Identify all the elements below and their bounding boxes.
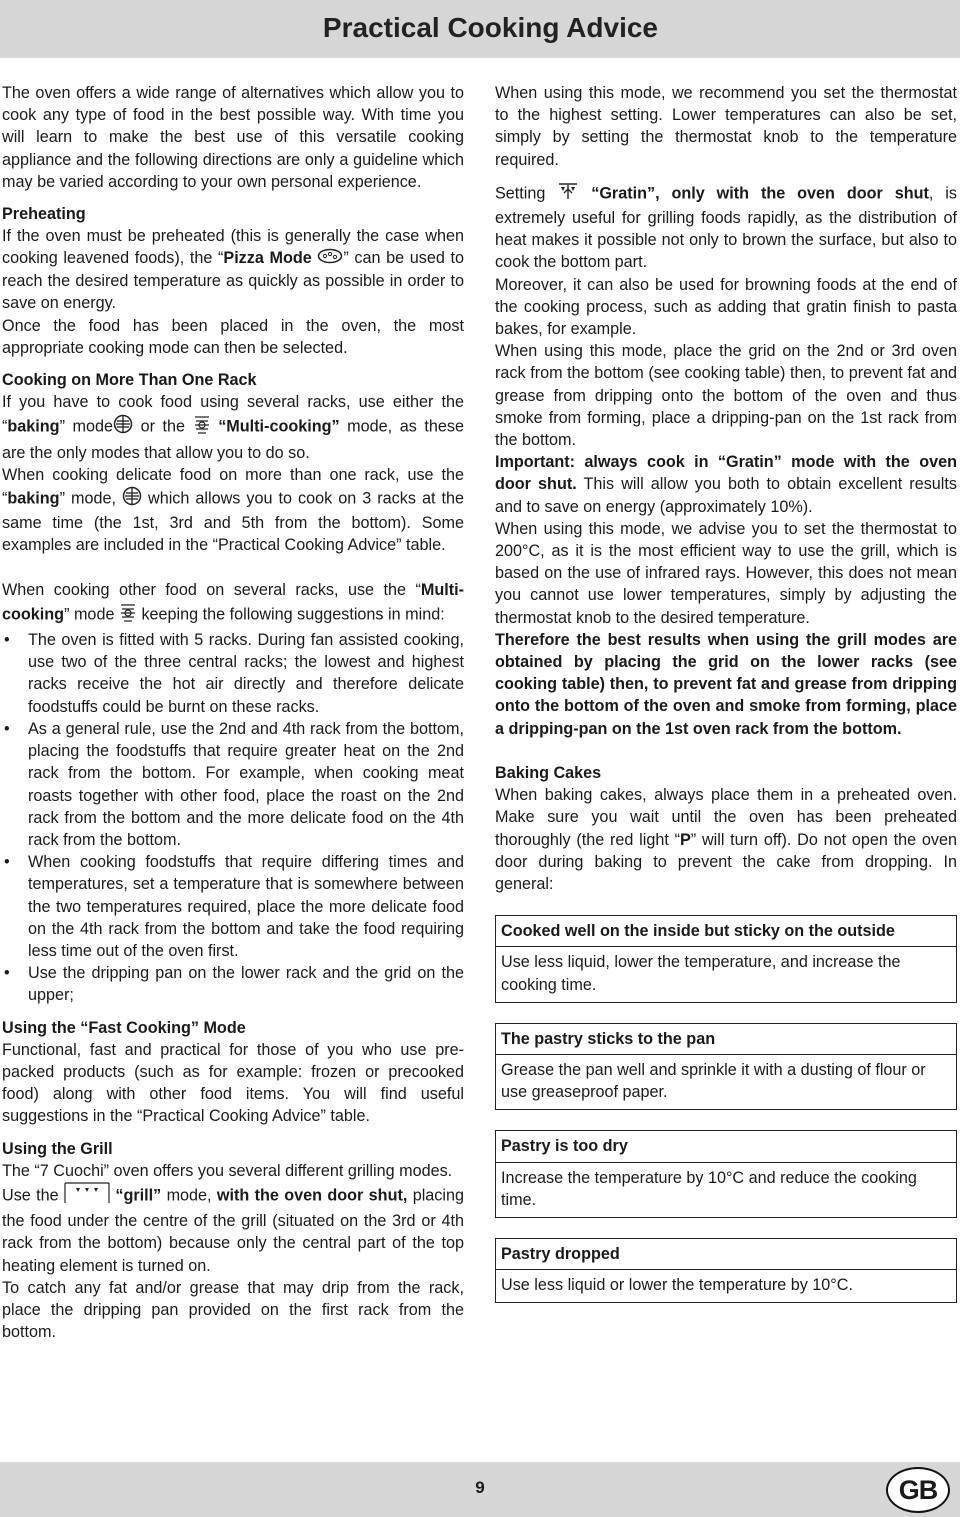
pizza-mode-icon — [317, 248, 343, 270]
right-paragraph-4: When using this mode, place the grid on the 2nd or 3rd oven rack from the bottom (see cooking table) then, to prevent fat and grease from dripping onto the bottom of the oven and thus smoke from forming, place a dripping-pan on the 1st rack from the bottom. — [495, 342, 957, 450]
multi-cooking-icon — [119, 601, 137, 629]
left-column — [2, 82, 464, 1343]
tip-solution: Use less liquid, lower the temperature, and increase the cooking time. — [501, 953, 901, 994]
fast-cooking-paragraph: Functional, fast and practical for those of you who use pre-packed products (such as for example: frozen or precooked food) along with other food items. You will find useful suggestions in the “Practical Cooking Advice” table. — [2, 1040, 464, 1126]
preheating-heading: Preheating — [2, 205, 86, 224]
grill-mode-icon — [64, 1182, 110, 1210]
baking-cakes-heading: Baking Cakes — [495, 763, 602, 782]
tip-table — [495, 1130, 957, 1218]
tip-problem: Pastry is too dry — [496, 1131, 956, 1162]
right-paragraph-1: When using this mode, we recommend you set the thermostat to the highest setting. Lower temperatures can also be set, simply by setting the thermostat knob to the temperature required. — [495, 84, 957, 169]
racks-paragraph-2: When cooking delicate food on more than one rack, use the “baking” mode, which allows you to cook on 3 racks at the same time (the 1st, 3rd and 5th from the bottom). Some examples are included in the “Practical Cooking Advice” table. — [2, 465, 464, 555]
tip-table — [495, 1238, 957, 1303]
preheating-paragraph-2: Once the food has been placed in the oven, the most appropriate cooking mode can then be selected. — [2, 316, 464, 357]
racks-heading: Cooking on More Than One Rack — [2, 371, 257, 390]
rack-suggestions-list — [2, 629, 464, 1006]
tip-problem: The pastry sticks to the pan — [496, 1024, 956, 1055]
right-paragraph-3: Moreover, it can also be used for browning foods at the end of the cooking process, such as adding that gratin finish to pasta bakes, for example. — [495, 275, 957, 339]
baking-mode-icon — [113, 414, 133, 440]
list-item: • The oven is fitted with 5 racks. During fan assisted cooking, use two of the three central racks; the lowest and highest racks receive the hot air directly and therefore delicate foodstuffs could be burnt on these racks. — [2, 629, 464, 718]
list-item: • Use the dripping pan on the lower rack and the grid on the upper; — [2, 962, 464, 1006]
page-footer — [0, 1462, 960, 1517]
multi-cooking-icon — [193, 413, 211, 441]
gratin-paragraph: Setting “Gratin”, only with the oven door shut, is extremely useful for grilling foods rapidly, as the distribution of heat makes it possible not only to brown the surface, but also to cook the bottom part. — [495, 181, 957, 274]
language-badge: GB — [886, 1467, 950, 1513]
right-column — [495, 82, 957, 1323]
important-paragraph: Important: always cook in “Gratin” mode with the oven door shut. This will allow you both to obtain excellent results and to save on energy (approximately 10%). — [495, 453, 957, 516]
grill-heading: Using the Grill — [2, 1139, 113, 1158]
tip-table — [495, 915, 957, 1003]
page-number: 9 — [475, 1478, 485, 1497]
racks-paragraph-1: If you have to cook food using several racks, use either the “baking” mode or the “Multi-cooking” mode, as these are the only modes that allow you to do so. — [2, 393, 464, 462]
preheating-paragraph-1: If the oven must be preheated (this is generally the case when cooking leavened foods), the “Pizza Mode ” can be used to reach the desired temperature as quickly as possible in order to save on energy. — [2, 227, 465, 313]
page-title: Practical Cooking Advice — [322, 12, 658, 43]
right-paragraph-7: Therefore the best results when using the grill modes are obtained by placing the grid on the lower racks (see cooking table) then, to prevent fat and grease from dripping onto the bottom of the oven and smoke from forming, place a dripping-pan on the 1st oven rack from the bottom. — [495, 630, 957, 738]
baking-mode-icon — [122, 486, 142, 512]
page-header — [0, 0, 960, 58]
grill-paragraph-2: Use the “grill” mode, with the oven door shut, placing the food under the centre of the grill (situated on the 3rd or 4th rack from the bottom) because only the central part of the top heating element is turned on. — [2, 1182, 464, 1277]
tip-table — [495, 1023, 957, 1111]
right-paragraph-6: When using this mode, we advise you to set the thermostat to 200°C, as it is the most efficient way to use the grill, which is based on the use of infrared rays. However, this does not mean you cannot use lower temperatures, simply by adjusting the thermostat knob to the desired temperature. — [495, 519, 957, 627]
tip-solution: Increase the temperature by 10°C and reduce the cooking time. — [501, 1168, 917, 1209]
intro-paragraph: The oven offers a wide range of alternatives which allow you to cook any type of food in the best possible way. With time you will learn to make the best use of this versatile cooking appliance and the following directions are only a guideline which may be varied according to your own personal experience. — [2, 84, 464, 191]
baking-cakes-paragraph: When baking cakes, always place them in a preheated oven. Make sure you wait until the oven has been preheated thoroughly (the red light “P” will turn off). Do not open the oven door during baking to prevent the cake from dropping. In general: — [495, 786, 957, 893]
tip-solution: Use less liquid or lower the temperature by 10°C. — [501, 1276, 853, 1295]
tip-problem: Cooked well on the inside but sticky on the outside — [496, 916, 956, 947]
gratin-icon — [557, 181, 579, 207]
grill-paragraph-3: To catch any fat and/or grease that may drip from the rack, place the dripping pan provided on the first rack from the bottom. — [2, 1278, 464, 1342]
list-item: • When cooking foodstuffs that require differing times and temperatures, set a temperature that is somewhere between the two temperatures required, place the more delicate food on the 4th rack from the bottom and take the food requiring less time out of the oven first. — [2, 851, 464, 962]
grill-paragraph-1: The “7 Cuochi” oven offers you several different grilling modes. — [2, 1161, 453, 1180]
list-item: • As a general rule, use the 2nd and 4th rack from the bottom, placing the foodstuffs that require greater heat on the 2nd rack from the bottom. For example, when cooking meat roasts together with other food, place the roast on the 2nd rack from the bottom and the more delicate food on the 4th rack from the bottom. — [2, 718, 464, 851]
tip-problem: Pastry dropped — [496, 1239, 956, 1270]
tip-solution: Grease the pan well and sprinkle it with a dusting of flour or use greaseproof paper. — [501, 1060, 926, 1102]
fast-cooking-heading: Using the “Fast Cooking” Mode — [2, 1018, 246, 1037]
racks-paragraph-3: When cooking other food on several racks, use the “Multi-cooking” mode keeping the following suggestions in mind: — [2, 579, 464, 629]
